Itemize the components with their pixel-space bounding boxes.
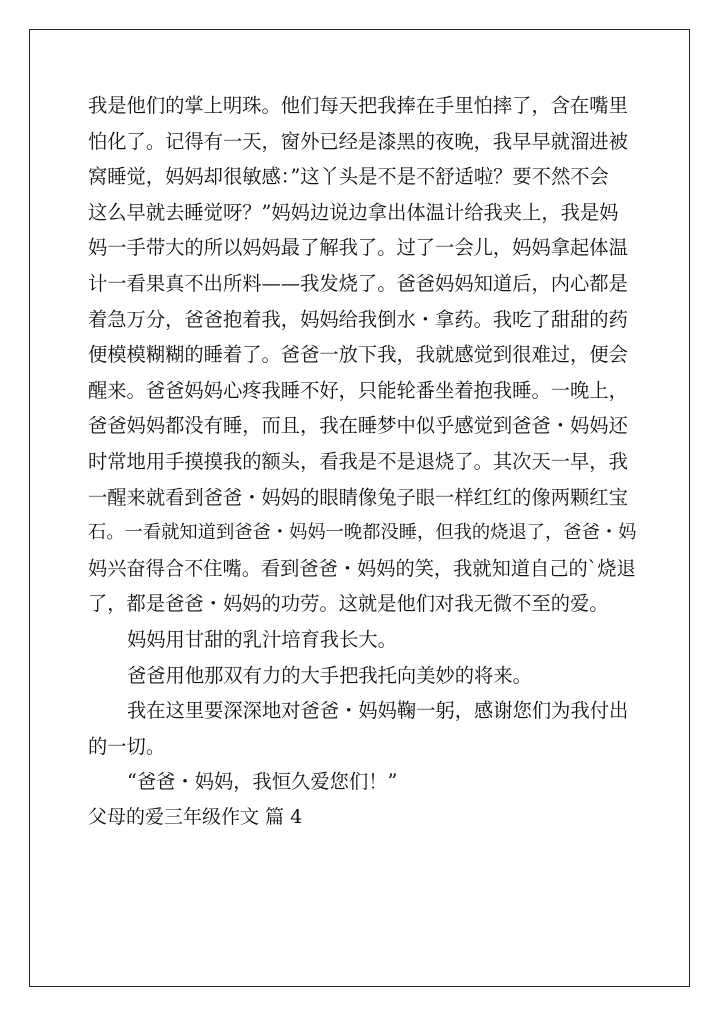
text-line: 醒来。爸爸妈妈心疼我睡不好，只能轮番坐着抱我睡。一晚上， — [88, 378, 628, 402]
text-line: 爸爸妈妈都没有睡，而且，我在睡梦中似乎感觉到爸爸・妈妈还 — [88, 414, 628, 438]
text-line: 我是他们的掌上明珠。他们每天把我捧在手里怕摔了，含在嘴里 — [88, 94, 628, 117]
text-line: 着急万分，爸爸抱着我，妈妈给我倒水・拿药。我吃了甜甜的药 — [88, 307, 628, 331]
text-line: 妈一手带大的所以妈妈最了解我了。过了一会儿，妈妈拿起体温 — [88, 236, 628, 260]
text-line: 计一看果真不出所料——我发烧了。爸爸妈妈知道后，内心都是 — [88, 271, 628, 295]
paragraph-mother: 妈妈用甘甜的乳汁培育我长大。 — [127, 627, 397, 651]
text-line: 便模模糊糊的睡着了。爸爸一放下我，我就感觉到很难过，便会 — [88, 343, 628, 367]
section-heading: 父母的爱三年级作文 篇 4 — [88, 805, 303, 828]
text-line: 这么早就去睡觉呀？”妈妈边说边拿出体温计给我夹上，我是妈 — [88, 200, 619, 224]
text-line: 一醒来就看到爸爸・妈妈的眼睛像兔子眼一样红红的像两颗红宝 — [88, 485, 628, 509]
document-body — [88, 88, 637, 835]
text-line: 怕化了。记得有一天，窗外已经是漆黑的夜晚，我早早就溜进被 — [88, 129, 628, 153]
paragraph-bow: 我在这里要深深地对爸爸・妈妈鞠一躬，感谢您们为我付出 — [127, 699, 629, 723]
text-line: 窝睡觉，妈妈却很敏感：”这丫头是不是不舒适啦？要不然不会 — [88, 165, 609, 189]
text-line: 时常地用手摸摸我的额头，看我是不是退烧了。其次天一早，我 — [88, 449, 628, 473]
paragraph-bow-continued: 的一切。 — [88, 734, 166, 758]
closing-quote: “爸爸・妈妈，我恒久爱您们！” — [127, 770, 398, 794]
text-line: 妈兴奋得合不住嘴。看到爸爸・妈妈的笑，我就知道自己的`烧退 — [88, 556, 636, 580]
paragraph-father: 爸爸用他那双有力的大手把我托向美妙的将来。 — [127, 663, 532, 687]
text-line: 了，都是爸爸・妈妈的功劳。这就是他们对我无微不至的爱。 — [88, 592, 609, 616]
text-line: 石。一看就知道到爸爸・妈妈一晚都没睡，但我的烧退了，爸爸・妈 — [88, 522, 637, 544]
